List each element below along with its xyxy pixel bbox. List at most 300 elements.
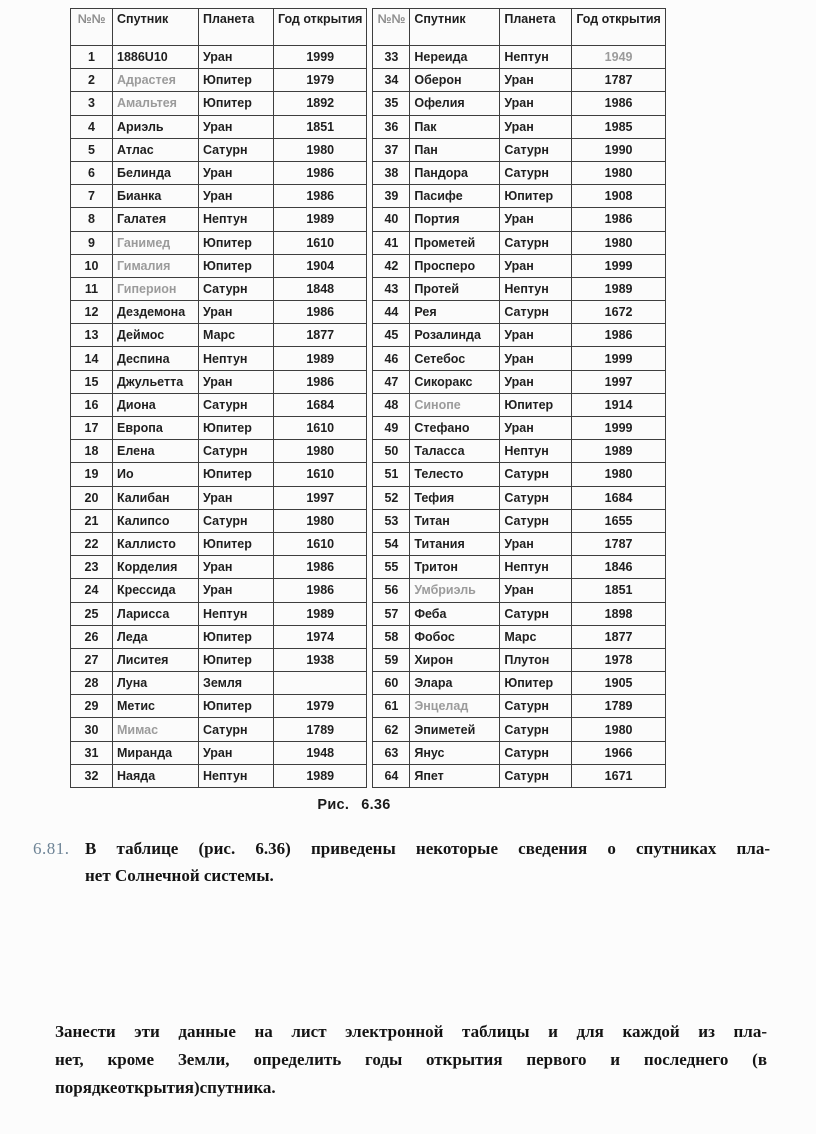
row-number: 48 bbox=[373, 393, 410, 416]
planet-name: Юпитер bbox=[199, 532, 274, 555]
planet-name: Уран bbox=[500, 532, 572, 555]
row-number: 32 bbox=[71, 764, 113, 787]
discovery-year: 1989 bbox=[572, 440, 665, 463]
satellite-name: Портия bbox=[410, 208, 500, 231]
table-row bbox=[71, 370, 367, 393]
discovery-year: 1908 bbox=[572, 185, 665, 208]
row-number: 43 bbox=[373, 277, 410, 300]
table-row bbox=[71, 648, 367, 671]
satellites-table-left bbox=[70, 8, 367, 788]
discovery-year: 1986 bbox=[274, 301, 367, 324]
table-row bbox=[71, 718, 367, 741]
discovery-year bbox=[274, 672, 367, 695]
row-number: 25 bbox=[71, 602, 113, 625]
table-row bbox=[373, 486, 665, 509]
satellite-name: Ганимед bbox=[113, 231, 199, 254]
row-number: 57 bbox=[373, 602, 410, 625]
row-number: 46 bbox=[373, 347, 410, 370]
satellite-name: Крессида bbox=[113, 579, 199, 602]
satellite-name: Тритон bbox=[410, 556, 500, 579]
row-number: 29 bbox=[71, 695, 113, 718]
table-row bbox=[71, 161, 367, 184]
discovery-year: 1990 bbox=[572, 138, 665, 161]
discovery-year: 1989 bbox=[572, 277, 665, 300]
satellite-name: Эпиметей bbox=[410, 718, 500, 741]
row-number: 58 bbox=[373, 625, 410, 648]
satellite-name: Янус bbox=[410, 741, 500, 764]
planet-name: Уран bbox=[199, 301, 274, 324]
table-row bbox=[373, 509, 665, 532]
discovery-year: 1997 bbox=[274, 486, 367, 509]
satellite-name: Титания bbox=[410, 532, 500, 555]
row-number: 18 bbox=[71, 440, 113, 463]
discovery-year: 1989 bbox=[274, 764, 367, 787]
discovery-year: 1986 bbox=[274, 370, 367, 393]
row-number: 56 bbox=[373, 579, 410, 602]
row-number: 14 bbox=[71, 347, 113, 370]
table-row bbox=[71, 440, 367, 463]
satellite-name: Пандора bbox=[410, 161, 500, 184]
row-number: 51 bbox=[373, 463, 410, 486]
row-number: 12 bbox=[71, 301, 113, 324]
discovery-year: 1610 bbox=[274, 417, 367, 440]
satellite-name: Феба bbox=[410, 602, 500, 625]
satellite-name: Ио bbox=[113, 463, 199, 486]
problem-text-line: нет Солнечной системы. bbox=[85, 866, 274, 885]
discovery-year: 1655 bbox=[572, 509, 665, 532]
planet-name: Уран bbox=[500, 417, 572, 440]
table-row bbox=[373, 185, 665, 208]
discovery-year: 1898 bbox=[572, 602, 665, 625]
figure-caption bbox=[70, 797, 638, 813]
row-number: 28 bbox=[71, 672, 113, 695]
table-row bbox=[71, 138, 367, 161]
satellite-name: Гиперион bbox=[113, 277, 199, 300]
row-number: 15 bbox=[71, 370, 113, 393]
table-row bbox=[373, 161, 665, 184]
row-number: 11 bbox=[71, 277, 113, 300]
row-number: 22 bbox=[71, 532, 113, 555]
satellite-name: Калибан bbox=[113, 486, 199, 509]
discovery-year: 1999 bbox=[274, 46, 367, 69]
planet-name: Юпитер bbox=[199, 254, 274, 277]
planet-name: Уран bbox=[199, 161, 274, 184]
table-row bbox=[71, 46, 367, 69]
table-row bbox=[373, 625, 665, 648]
planet-name: Юпитер bbox=[199, 463, 274, 486]
row-number: 27 bbox=[71, 648, 113, 671]
planet-name: Сатурн bbox=[199, 138, 274, 161]
satellite-name: Метис bbox=[113, 695, 199, 718]
table-row bbox=[71, 556, 367, 579]
discovery-year: 1948 bbox=[274, 741, 367, 764]
satellite-name: 1886U10 bbox=[113, 46, 199, 69]
planet-name: Сатурн bbox=[500, 463, 572, 486]
satellite-name: Леда bbox=[113, 625, 199, 648]
satellite-name: Амальтея bbox=[113, 92, 199, 115]
planet-name: Марс bbox=[199, 324, 274, 347]
planet-name: Юпитер bbox=[199, 625, 274, 648]
row-number: 54 bbox=[373, 532, 410, 555]
planet-name: Сатурн bbox=[500, 741, 572, 764]
planet-name: Сатурн bbox=[500, 602, 572, 625]
row-number: 53 bbox=[373, 509, 410, 532]
planet-name: Юпитер bbox=[500, 185, 572, 208]
discovery-year: 1986 bbox=[274, 556, 367, 579]
satellite-name: Хирон bbox=[410, 648, 500, 671]
discovery-year: 1999 bbox=[572, 417, 665, 440]
row-number: 35 bbox=[373, 92, 410, 115]
planet-name: Нептун bbox=[500, 556, 572, 579]
table-row bbox=[373, 370, 665, 393]
planet-name: Юпитер bbox=[199, 417, 274, 440]
discovery-year: 1904 bbox=[274, 254, 367, 277]
column-header-year: Год открытия bbox=[274, 9, 367, 46]
row-number: 1 bbox=[71, 46, 113, 69]
table-row bbox=[373, 46, 665, 69]
discovery-year: 1980 bbox=[572, 161, 665, 184]
satellite-name: Лиситея bbox=[113, 648, 199, 671]
row-number: 30 bbox=[71, 718, 113, 741]
planet-name: Сатурн bbox=[500, 695, 572, 718]
discovery-year: 1671 bbox=[572, 764, 665, 787]
satellite-name: Луна bbox=[113, 672, 199, 695]
planet-name: Нептун bbox=[199, 602, 274, 625]
planet-name: Сатурн bbox=[500, 718, 572, 741]
planet-name: Уран bbox=[500, 92, 572, 115]
satellite-name: Стефано bbox=[410, 417, 500, 440]
header-row bbox=[373, 9, 665, 46]
column-header-satellite: Спутник bbox=[410, 9, 500, 46]
table-row bbox=[373, 254, 665, 277]
table-row bbox=[373, 440, 665, 463]
table-row bbox=[373, 277, 665, 300]
table-row bbox=[373, 718, 665, 741]
table-row bbox=[373, 532, 665, 555]
planet-name: Сатурн bbox=[199, 277, 274, 300]
table-row bbox=[373, 92, 665, 115]
satellite-name: Просперо bbox=[410, 254, 500, 277]
planet-name: Уран bbox=[500, 208, 572, 231]
discovery-year: 1610 bbox=[274, 532, 367, 555]
table-row bbox=[373, 556, 665, 579]
task-text-line: нет, кроме Земли, определить годы открытия первого и последнего (в bbox=[55, 1050, 767, 1069]
column-header-number: №№ bbox=[71, 9, 113, 46]
row-number: 61 bbox=[373, 695, 410, 718]
planet-name: Сатурн bbox=[500, 509, 572, 532]
row-number: 55 bbox=[373, 556, 410, 579]
planet-name: Юпитер bbox=[199, 231, 274, 254]
discovery-year: 1986 bbox=[572, 324, 665, 347]
planet-name: Юпитер bbox=[500, 393, 572, 416]
column-header-planet: Планета bbox=[500, 9, 572, 46]
row-number: 64 bbox=[373, 764, 410, 787]
planet-name: Сатурн bbox=[500, 301, 572, 324]
discovery-year: 1789 bbox=[572, 695, 665, 718]
satellite-name: Бианка bbox=[113, 185, 199, 208]
row-number: 5 bbox=[71, 138, 113, 161]
satellite-name: Умбриэль bbox=[410, 579, 500, 602]
planet-name: Юпитер bbox=[500, 672, 572, 695]
table-row bbox=[373, 347, 665, 370]
discovery-year: 1938 bbox=[274, 648, 367, 671]
row-number: 19 bbox=[71, 463, 113, 486]
table-row bbox=[71, 486, 367, 509]
table-row bbox=[71, 92, 367, 115]
table-row bbox=[71, 277, 367, 300]
discovery-year: 1980 bbox=[274, 440, 367, 463]
row-number: 16 bbox=[71, 393, 113, 416]
planet-name: Сатурн bbox=[199, 718, 274, 741]
planet-name: Юпитер bbox=[199, 69, 274, 92]
satellite-name: Атлас bbox=[113, 138, 199, 161]
planet-name: Уран bbox=[199, 115, 274, 138]
table-row bbox=[373, 417, 665, 440]
planet-name: Плутон bbox=[500, 648, 572, 671]
discovery-year: 1980 bbox=[572, 463, 665, 486]
row-number: 31 bbox=[71, 741, 113, 764]
satellite-name: Сикоракс bbox=[410, 370, 500, 393]
row-number: 24 bbox=[71, 579, 113, 602]
row-number: 45 bbox=[373, 324, 410, 347]
satellite-name: Ларисса bbox=[113, 602, 199, 625]
discovery-year: 1974 bbox=[274, 625, 367, 648]
satellite-name: Деспина bbox=[113, 347, 199, 370]
row-number: 10 bbox=[71, 254, 113, 277]
satellite-name: Елена bbox=[113, 440, 199, 463]
planet-name: Нептун bbox=[199, 764, 274, 787]
planet-name: Земля bbox=[199, 672, 274, 695]
discovery-year: 1848 bbox=[274, 277, 367, 300]
discovery-year: 1787 bbox=[572, 532, 665, 555]
table-row bbox=[71, 509, 367, 532]
discovery-year: 1979 bbox=[274, 69, 367, 92]
discovery-year: 1851 bbox=[274, 115, 367, 138]
satellite-name: Каллисто bbox=[113, 532, 199, 555]
discovery-year: 1787 bbox=[572, 69, 665, 92]
row-number: 17 bbox=[71, 417, 113, 440]
row-number: 59 bbox=[373, 648, 410, 671]
table-row bbox=[373, 672, 665, 695]
satellite-name: Оберон bbox=[410, 69, 500, 92]
satellite-name: Таласса bbox=[410, 440, 500, 463]
table-row bbox=[373, 138, 665, 161]
satellite-name: Адрастея bbox=[113, 69, 199, 92]
discovery-year: 1949 bbox=[572, 46, 665, 69]
table-row bbox=[373, 324, 665, 347]
discovery-year: 1989 bbox=[274, 347, 367, 370]
row-number: 42 bbox=[373, 254, 410, 277]
table-row bbox=[71, 741, 367, 764]
table-row bbox=[71, 695, 367, 718]
satellite-name: Элара bbox=[410, 672, 500, 695]
discovery-year: 1980 bbox=[274, 509, 367, 532]
satellite-tables bbox=[70, 8, 666, 788]
discovery-year: 1610 bbox=[274, 231, 367, 254]
planet-name: Уран bbox=[500, 254, 572, 277]
satellite-name: Европа bbox=[113, 417, 199, 440]
discovery-year: 1989 bbox=[274, 602, 367, 625]
row-number: 47 bbox=[373, 370, 410, 393]
table-row bbox=[71, 463, 367, 486]
table-row bbox=[71, 417, 367, 440]
discovery-year: 1877 bbox=[274, 324, 367, 347]
task-text bbox=[55, 1018, 767, 1102]
table-row bbox=[373, 231, 665, 254]
planet-name: Уран bbox=[500, 69, 572, 92]
column-header-planet: Планета bbox=[199, 9, 274, 46]
table-row bbox=[373, 69, 665, 92]
satellite-name: Офелия bbox=[410, 92, 500, 115]
table-row bbox=[373, 695, 665, 718]
figure-caption-label: Рис. bbox=[317, 797, 350, 813]
planet-name: Уран bbox=[500, 324, 572, 347]
row-number: 7 bbox=[71, 185, 113, 208]
planet-name: Сатурн bbox=[199, 509, 274, 532]
discovery-year: 1999 bbox=[572, 347, 665, 370]
table-row bbox=[71, 208, 367, 231]
satellite-name: Сетебос bbox=[410, 347, 500, 370]
task-text-line: порядкеоткрытия)спутника. bbox=[55, 1078, 276, 1097]
row-number: 9 bbox=[71, 231, 113, 254]
discovery-year: 1846 bbox=[572, 556, 665, 579]
satellite-name: Синопе bbox=[410, 393, 500, 416]
planet-name: Сатурн bbox=[500, 231, 572, 254]
row-number: 60 bbox=[373, 672, 410, 695]
figure-caption-number: 6.36 bbox=[361, 797, 391, 813]
discovery-year: 1980 bbox=[572, 718, 665, 741]
discovery-year: 1684 bbox=[572, 486, 665, 509]
discovery-year: 1905 bbox=[572, 672, 665, 695]
table-row bbox=[71, 231, 367, 254]
table-row bbox=[71, 347, 367, 370]
discovery-year: 1789 bbox=[274, 718, 367, 741]
row-number: 21 bbox=[71, 509, 113, 532]
table-row bbox=[71, 764, 367, 787]
satellite-name: Ариэль bbox=[113, 115, 199, 138]
satellite-name: Гималия bbox=[113, 254, 199, 277]
discovery-year: 1997 bbox=[572, 370, 665, 393]
planet-name: Сатурн bbox=[199, 440, 274, 463]
problem-statement bbox=[33, 835, 770, 889]
satellite-name: Нереида bbox=[410, 46, 500, 69]
discovery-year: 1980 bbox=[572, 231, 665, 254]
satellite-name: Джульетта bbox=[113, 370, 199, 393]
satellite-name: Дездемона bbox=[113, 301, 199, 324]
row-number: 3 bbox=[71, 92, 113, 115]
row-number: 8 bbox=[71, 208, 113, 231]
planet-name: Сатурн bbox=[500, 161, 572, 184]
table-row bbox=[71, 579, 367, 602]
satellite-name: Рея bbox=[410, 301, 500, 324]
table-row bbox=[373, 741, 665, 764]
discovery-year: 1986 bbox=[274, 185, 367, 208]
discovery-year: 1672 bbox=[572, 301, 665, 324]
planet-name: Сатурн bbox=[500, 138, 572, 161]
discovery-year: 1978 bbox=[572, 648, 665, 671]
row-number: 39 bbox=[373, 185, 410, 208]
planet-name: Уран bbox=[500, 347, 572, 370]
satellite-name: Розалинда bbox=[410, 324, 500, 347]
table-row bbox=[71, 625, 367, 648]
table-row bbox=[373, 648, 665, 671]
satellite-name: Диона bbox=[113, 393, 199, 416]
planet-name: Уран bbox=[500, 115, 572, 138]
table-row bbox=[71, 185, 367, 208]
table-row bbox=[373, 208, 665, 231]
discovery-year: 1892 bbox=[274, 92, 367, 115]
row-number: 50 bbox=[373, 440, 410, 463]
satellite-name: Миранда bbox=[113, 741, 199, 764]
row-number: 34 bbox=[373, 69, 410, 92]
row-number: 2 bbox=[71, 69, 113, 92]
column-header-satellite: Спутник bbox=[113, 9, 199, 46]
planet-name: Уран bbox=[199, 486, 274, 509]
planet-name: Марс bbox=[500, 625, 572, 648]
satellite-name: Наяда bbox=[113, 764, 199, 787]
discovery-year: 1684 bbox=[274, 393, 367, 416]
row-number: 6 bbox=[71, 161, 113, 184]
discovery-year: 1986 bbox=[572, 208, 665, 231]
planet-name: Нептун bbox=[199, 208, 274, 231]
table-row bbox=[373, 463, 665, 486]
discovery-year: 1986 bbox=[274, 579, 367, 602]
satellite-name: Энцелад bbox=[410, 695, 500, 718]
discovery-year: 1986 bbox=[572, 92, 665, 115]
satellite-name: Пан bbox=[410, 138, 500, 161]
table-row bbox=[71, 115, 367, 138]
planet-name: Уран bbox=[500, 370, 572, 393]
satellite-name: Галатея bbox=[113, 208, 199, 231]
row-number: 49 bbox=[373, 417, 410, 440]
row-number: 37 bbox=[373, 138, 410, 161]
planet-name: Юпитер bbox=[199, 92, 274, 115]
satellite-name: Корделия bbox=[113, 556, 199, 579]
satellite-name: Титан bbox=[410, 509, 500, 532]
table-row bbox=[71, 532, 367, 555]
row-number: 44 bbox=[373, 301, 410, 324]
discovery-year: 1851 bbox=[572, 579, 665, 602]
satellite-name: Пасифе bbox=[410, 185, 500, 208]
planet-name: Уран bbox=[199, 556, 274, 579]
row-number: 41 bbox=[373, 231, 410, 254]
planet-name: Юпитер bbox=[199, 648, 274, 671]
planet-name: Уран bbox=[199, 185, 274, 208]
discovery-year: 1999 bbox=[572, 254, 665, 277]
satellite-name: Белинда bbox=[113, 161, 199, 184]
planet-name: Уран bbox=[199, 741, 274, 764]
table-row bbox=[373, 764, 665, 787]
table-row bbox=[71, 324, 367, 347]
planet-name: Уран bbox=[199, 579, 274, 602]
table-row bbox=[71, 301, 367, 324]
discovery-year: 1979 bbox=[274, 695, 367, 718]
column-header-year: Год открытия bbox=[572, 9, 665, 46]
row-number: 33 bbox=[373, 46, 410, 69]
discovery-year: 1985 bbox=[572, 115, 665, 138]
row-number: 36 bbox=[373, 115, 410, 138]
table-row bbox=[373, 301, 665, 324]
discovery-year: 1966 bbox=[572, 741, 665, 764]
row-number: 26 bbox=[71, 625, 113, 648]
table-row bbox=[373, 393, 665, 416]
problem-text-line: В таблице (рис. 6.36) приведены некоторые сведения о спутниках пла- bbox=[85, 839, 770, 858]
header-row bbox=[71, 9, 367, 46]
row-number: 20 bbox=[71, 486, 113, 509]
planet-name: Сатурн bbox=[500, 486, 572, 509]
satellite-name: Япет bbox=[410, 764, 500, 787]
planet-name: Юпитер bbox=[199, 695, 274, 718]
